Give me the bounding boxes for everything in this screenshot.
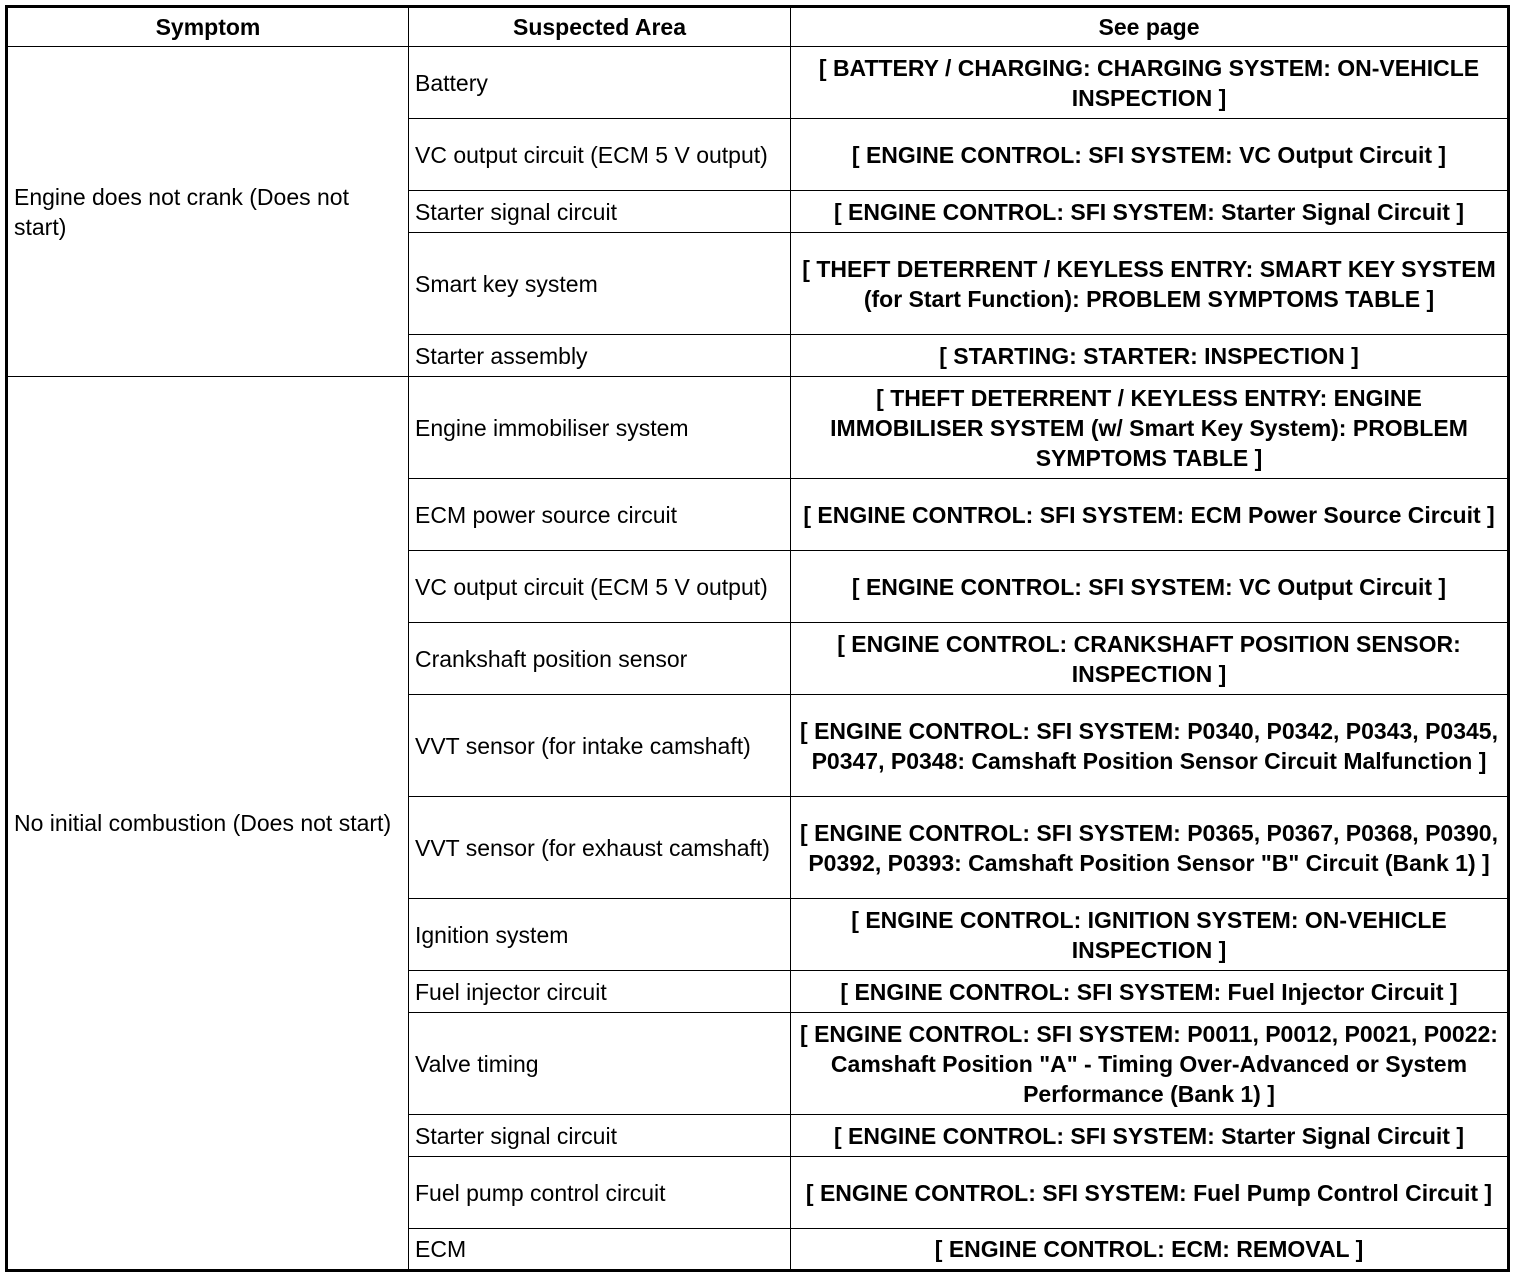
- header-see-page: See page: [791, 7, 1509, 47]
- symptom-cell: Engine does not crank (Does not start): [7, 47, 409, 377]
- suspected-area-cell: ECM power source circuit: [409, 479, 791, 551]
- suspected-area-cell: Crankshaft position sensor: [409, 623, 791, 695]
- suspected-area-cell: Engine immobiliser system: [409, 377, 791, 479]
- header-symptom: Symptom: [7, 7, 409, 47]
- suspected-area-cell: Starter signal circuit: [409, 1115, 791, 1157]
- suspected-area-cell: Ignition system: [409, 899, 791, 971]
- see-page-link[interactable]: [ ENGINE CONTROL: SFI SYSTEM: Fuel Pump Control Circuit ]: [791, 1157, 1509, 1229]
- header-row: [7, 7, 1509, 47]
- suspected-area-cell: ECM: [409, 1229, 791, 1271]
- see-page-link[interactable]: [ ENGINE CONTROL: SFI SYSTEM: P0365, P0367, P0368, P0390, P0392, P0393: Camshaft Position Sensor "B" Circuit (Bank 1) ]: [791, 797, 1509, 899]
- see-page-link[interactable]: [ ENGINE CONTROL: SFI SYSTEM: ECM Power Source Circuit ]: [791, 479, 1509, 551]
- see-page-link[interactable]: [ ENGINE CONTROL: SFI SYSTEM: P0340, P0342, P0343, P0345, P0347, P0348: Camshaft Position Sensor Circuit Malfunction ]: [791, 695, 1509, 797]
- see-page-link[interactable]: [ STARTING: STARTER: INSPECTION ]: [791, 335, 1509, 377]
- see-page-link[interactable]: [ ENGINE CONTROL: SFI SYSTEM: Starter Signal Circuit ]: [791, 1115, 1509, 1157]
- see-page-link[interactable]: [ THEFT DETERRENT / KEYLESS ENTRY: ENGINE IMMOBILISER SYSTEM (w/ Smart Key System): PROBLEM SYMPTOMS TABLE ]: [791, 377, 1509, 479]
- table-row: [7, 377, 1509, 479]
- see-page-link[interactable]: [ ENGINE CONTROL: SFI SYSTEM: VC Output Circuit ]: [791, 551, 1509, 623]
- symptom-cell: No initial combustion (Does not start): [7, 377, 409, 1271]
- suspected-area-cell: Smart key system: [409, 233, 791, 335]
- see-page-link[interactable]: [ ENGINE CONTROL: SFI SYSTEM: P0011, P0012, P0021, P0022: Camshaft Position "A" - Timing Over-Advanced or System Performance (Bank 1) ]: [791, 1013, 1509, 1115]
- suspected-area-cell: Fuel injector circuit: [409, 971, 791, 1013]
- header-suspected-area: Suspected Area: [409, 7, 791, 47]
- table-row: [7, 47, 1509, 119]
- see-page-link[interactable]: [ ENGINE CONTROL: SFI SYSTEM: Fuel Injector Circuit ]: [791, 971, 1509, 1013]
- suspected-area-cell: VVT sensor (for intake camshaft): [409, 695, 791, 797]
- suspected-area-cell: Starter assembly: [409, 335, 791, 377]
- see-page-link[interactable]: [ THEFT DETERRENT / KEYLESS ENTRY: SMART KEY SYSTEM (for Start Function): PROBLEM SYMPTOMS TABLE ]: [791, 233, 1509, 335]
- see-page-link[interactable]: [ ENGINE CONTROL: CRANKSHAFT POSITION SENSOR: INSPECTION ]: [791, 623, 1509, 695]
- see-page-link[interactable]: [ ENGINE CONTROL: SFI SYSTEM: VC Output Circuit ]: [791, 119, 1509, 191]
- see-page-link[interactable]: [ ENGINE CONTROL: IGNITION SYSTEM: ON-VEHICLE INSPECTION ]: [791, 899, 1509, 971]
- see-page-link[interactable]: [ ENGINE CONTROL: ECM: REMOVAL ]: [791, 1229, 1509, 1271]
- see-page-link[interactable]: [ BATTERY / CHARGING: CHARGING SYSTEM: ON-VEHICLE INSPECTION ]: [791, 47, 1509, 119]
- suspected-area-cell: Starter signal circuit: [409, 191, 791, 233]
- suspected-area-cell: Battery: [409, 47, 791, 119]
- see-page-link[interactable]: [ ENGINE CONTROL: SFI SYSTEM: Starter Signal Circuit ]: [791, 191, 1509, 233]
- problem-symptoms-table: [5, 5, 1510, 1272]
- suspected-area-cell: VC output circuit (ECM 5 V output): [409, 551, 791, 623]
- suspected-area-cell: VVT sensor (for exhaust camshaft): [409, 797, 791, 899]
- suspected-area-cell: Valve timing: [409, 1013, 791, 1115]
- suspected-area-cell: Fuel pump control circuit: [409, 1157, 791, 1229]
- suspected-area-cell: VC output circuit (ECM 5 V output): [409, 119, 791, 191]
